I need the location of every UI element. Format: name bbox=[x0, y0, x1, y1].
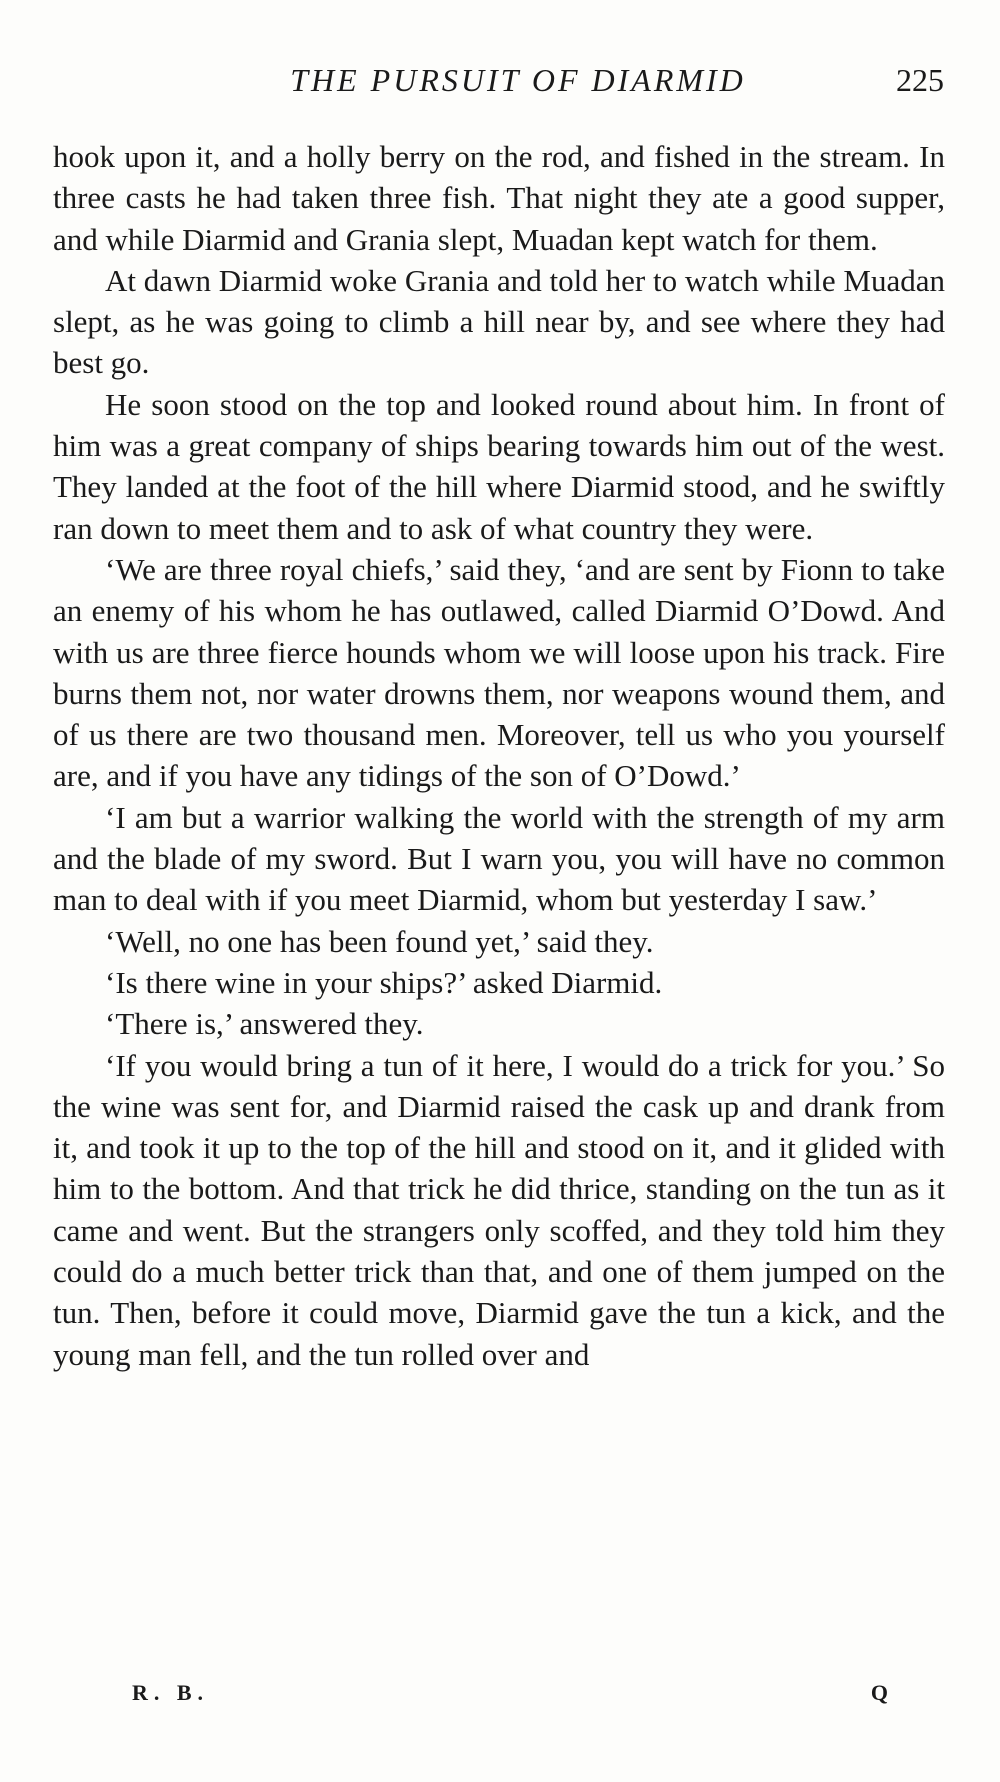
running-title: THE PURSUIT OF DIARMID bbox=[290, 62, 746, 98]
body-text bbox=[53, 136, 945, 1375]
running-head bbox=[52, 62, 944, 106]
paragraph: He soon stood on the top and looked round about him. In front of him was a great company of ships bearing towards him out of the west. They landed at the foot of the hill where Diarmid stood, and he swiftly ran down to meet them and to ask of what country they were. bbox=[53, 386, 945, 546]
gathering-mark: Q bbox=[870, 1680, 888, 1705]
paragraph: ‘Well, no one has been found yet,’ said they. bbox=[105, 923, 654, 959]
paragraph: At dawn Diarmid woke Grania and told her to watch while Muadan slept, as he was going to climb a hill near by, and see where they had best go. bbox=[53, 262, 945, 381]
page-number: 225 bbox=[896, 62, 944, 98]
paragraph: hook upon it, and a holly berry on the rod, and fished in the stream. In three casts he had taken three fish. That night they ate a good supper, and while Diarmid and Grania slept, Muadan kept watch for them. bbox=[53, 139, 945, 257]
paragraph: ‘If you would bring a tun of it here, I would do a trick for you.’ So the wine was sent for, and Diarmid raised the cask up and drank from it, and took it up to the top of the hill and stood on it, and it glided with him to the bottom. And that trick he did thrice, standing on the tun as it came and went. But the strangers only scoffed, and they told him they could do a much better trick than that, and one of them jumped on the tun. Then, before it could move, Diarmid gave the tun a kick, and the young man fell, and the tun rolled over and bbox=[53, 1047, 945, 1372]
paragraph: ‘There is,’ answered they. bbox=[105, 1006, 424, 1042]
paragraph: ‘We are three royal chiefs,’ said they, ‘and are sent by Fionn to take an enemy of his whom he has outlawed, called Diarmid O’Dowd. And with us are three fierce hounds whom we will loose upon his track. Fire burns them not, nor water drowns them, nor weapons wound them, and of us there are two thousand men. Moreover, tell us who you yourself are, and if you have any tidings of the son of O’Dowd.’ bbox=[53, 551, 945, 794]
paragraph: ‘I am but a warrior walking the world with the strength of my arm and the blade of my sword. But I warn you, you will have no common man to deal with if you meet Diarmid, whom but yesterday I saw.’ bbox=[53, 799, 945, 918]
paragraph: ‘Is there wine in your ships?’ asked Diarmid. bbox=[105, 964, 663, 1000]
signature-mark: R. B. bbox=[132, 1680, 210, 1705]
page-footer bbox=[52, 1680, 944, 1710]
